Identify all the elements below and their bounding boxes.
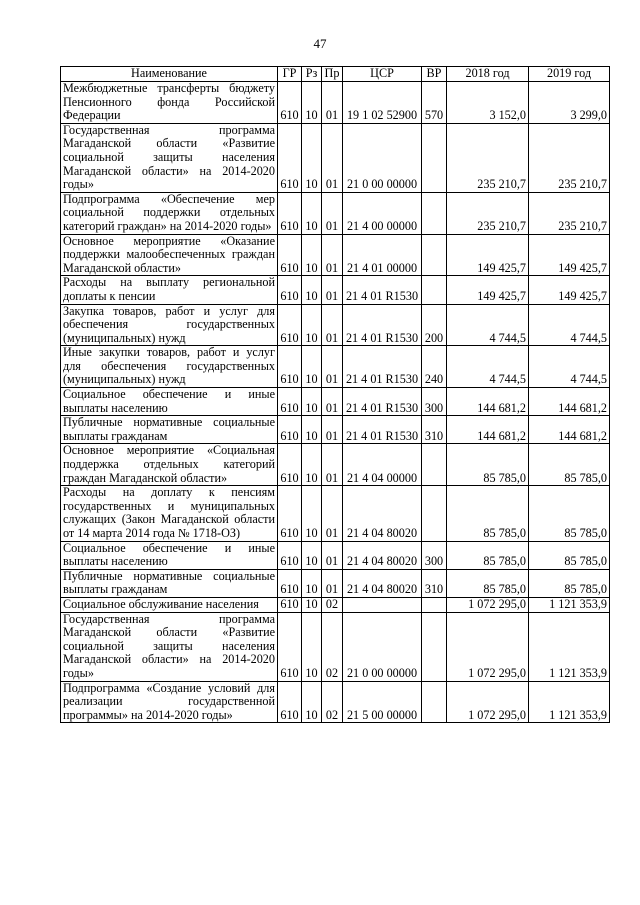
cell-y2018: 235 210,7: [447, 192, 529, 234]
cell-rz: 10: [302, 612, 322, 681]
cell-gr: 610: [278, 82, 302, 124]
cell-y2019: 1 121 353,9: [529, 597, 610, 612]
cell-csr: 21 4 00 00000: [343, 192, 422, 234]
cell-vr: 570: [422, 82, 447, 124]
cell-rz: 10: [302, 123, 322, 192]
cell-csr: 21 4 01 R1530: [343, 416, 422, 444]
cell-csr: 21 5 00 00000: [343, 681, 422, 723]
cell-rz: 10: [302, 276, 322, 304]
cell-vr: [422, 444, 447, 486]
table-row: [61, 82, 610, 124]
cell-y2019: 235 210,7: [529, 123, 610, 192]
header-row: [61, 67, 610, 82]
cell-gr: 610: [278, 346, 302, 388]
table-row: [61, 192, 610, 234]
cell-vr: 300: [422, 541, 447, 569]
cell-csr: 21 4 04 80020: [343, 541, 422, 569]
cell-pr: 01: [322, 192, 343, 234]
cell-rz: 10: [302, 597, 322, 612]
cell-pr: 01: [322, 486, 343, 541]
cell-pr: 01: [322, 388, 343, 416]
header-rz: Рз: [302, 67, 322, 82]
cell-y2018: 235 210,7: [447, 123, 529, 192]
cell-vr: [422, 597, 447, 612]
cell-vr: 310: [422, 416, 447, 444]
cell-vr: 300: [422, 388, 447, 416]
cell-gr: 610: [278, 276, 302, 304]
cell-vr: 200: [422, 304, 447, 346]
cell-rz: 10: [302, 82, 322, 124]
table-row: [61, 681, 610, 723]
cell-y2018: 3 152,0: [447, 82, 529, 124]
table-row: [61, 304, 610, 346]
cell-csr: 21 0 00 00000: [343, 612, 422, 681]
cell-y2018: 85 785,0: [447, 569, 529, 597]
cell-y2018: 144 681,2: [447, 416, 529, 444]
page-number: 47: [313, 36, 327, 51]
cell-csr: 19 1 02 52900: [343, 82, 422, 124]
cell-csr: 21 4 01 R1530: [343, 346, 422, 388]
cell-y2018: 85 785,0: [447, 444, 529, 486]
cell-y2019: 235 210,7: [529, 192, 610, 234]
cell-y2019: 1 121 353,9: [529, 681, 610, 723]
cell-pr: 01: [322, 569, 343, 597]
cell-y2019: 85 785,0: [529, 541, 610, 569]
header-csr: ЦСР: [343, 67, 422, 82]
cell-vr: [422, 234, 447, 276]
cell-y2019: 149 425,7: [529, 276, 610, 304]
cell-gr: 610: [278, 569, 302, 597]
cell-y2018: 1 072 295,0: [447, 597, 529, 612]
cell-gr: 610: [278, 234, 302, 276]
cell-name: Социальное обслуживание населения: [61, 597, 278, 612]
cell-csr: [343, 597, 422, 612]
cell-vr: [422, 612, 447, 681]
cell-pr: 02: [322, 681, 343, 723]
cell-gr: 610: [278, 541, 302, 569]
cell-csr: 21 4 04 80020: [343, 486, 422, 541]
cell-vr: 240: [422, 346, 447, 388]
cell-name: Основное мероприятие «Социальная поддержка отдельных категорий граждан Магаданской области»: [61, 444, 278, 486]
cell-y2019: 1 121 353,9: [529, 612, 610, 681]
cell-pr: 01: [322, 444, 343, 486]
header-gr: ГР: [278, 67, 302, 82]
table-row: [61, 569, 610, 597]
cell-y2019: 149 425,7: [529, 234, 610, 276]
cell-vr: [422, 123, 447, 192]
cell-rz: 10: [302, 346, 322, 388]
cell-vr: [422, 681, 447, 723]
table-row: [61, 541, 610, 569]
cell-y2019: 85 785,0: [529, 444, 610, 486]
budget-table: [60, 66, 610, 723]
cell-pr: 01: [322, 541, 343, 569]
cell-name: Публичные нормативные социальные выплаты гражданам: [61, 569, 278, 597]
cell-y2019: 144 681,2: [529, 388, 610, 416]
cell-name: Подпрограмма «Создание условий для реализации государственной программы» на 2014-2020 годы»: [61, 681, 278, 723]
cell-csr: 21 4 01 R1530: [343, 276, 422, 304]
cell-vr: [422, 192, 447, 234]
cell-y2018: 1 072 295,0: [447, 612, 529, 681]
cell-y2018: 1 072 295,0: [447, 681, 529, 723]
cell-y2019: 3 299,0: [529, 82, 610, 124]
cell-rz: 10: [302, 569, 322, 597]
cell-y2019: 4 744,5: [529, 346, 610, 388]
cell-y2019: 85 785,0: [529, 569, 610, 597]
cell-y2019: 144 681,2: [529, 416, 610, 444]
cell-name: Социальное обеспечение и иные выплаты населению: [61, 541, 278, 569]
cell-y2019: 85 785,0: [529, 486, 610, 541]
cell-rz: 10: [302, 416, 322, 444]
cell-pr: 01: [322, 304, 343, 346]
table-row: [61, 276, 610, 304]
cell-rz: 10: [302, 681, 322, 723]
cell-gr: 610: [278, 612, 302, 681]
cell-csr: 21 4 01 R1530: [343, 388, 422, 416]
cell-name: Иные закупки товаров, работ и услуг для обеспечения государственных (муниципальных) нужд: [61, 346, 278, 388]
cell-gr: 610: [278, 681, 302, 723]
cell-vr: 310: [422, 569, 447, 597]
cell-gr: 610: [278, 486, 302, 541]
cell-rz: 10: [302, 234, 322, 276]
cell-gr: 610: [278, 597, 302, 612]
cell-csr: 21 4 01 00000: [343, 234, 422, 276]
cell-gr: 610: [278, 123, 302, 192]
cell-pr: 02: [322, 612, 343, 681]
table-row: [61, 597, 610, 612]
header-name: Наименование: [61, 67, 278, 82]
table-row: [61, 444, 610, 486]
cell-pr: 01: [322, 416, 343, 444]
cell-gr: 610: [278, 304, 302, 346]
header-vr: ВР: [422, 67, 447, 82]
cell-gr: 610: [278, 416, 302, 444]
header-2019: 2019 год: [529, 67, 610, 82]
cell-csr: 21 4 04 80020: [343, 569, 422, 597]
cell-y2018: 4 744,5: [447, 304, 529, 346]
cell-pr: 01: [322, 82, 343, 124]
cell-vr: [422, 486, 447, 541]
cell-gr: 610: [278, 192, 302, 234]
cell-name: Государственная программа Магаданской области «Развитие социальной защиты населения Магаданской области» на 2014-2020 годы»: [61, 123, 278, 192]
cell-name: Публичные нормативные социальные выплаты гражданам: [61, 416, 278, 444]
cell-y2019: 4 744,5: [529, 304, 610, 346]
table-body: [61, 82, 610, 723]
cell-name: Социальное обеспечение и иные выплаты населению: [61, 388, 278, 416]
cell-name: Межбюджетные трансферты бюджету Пенсионного фонда Российской Федерации: [61, 82, 278, 124]
table-row: [61, 486, 610, 541]
header-pr: Пр: [322, 67, 343, 82]
cell-gr: 610: [278, 388, 302, 416]
cell-pr: 02: [322, 597, 343, 612]
cell-vr: [422, 276, 447, 304]
table-row: [61, 416, 610, 444]
cell-name: Подпрограмма «Обеспечение мер социальной поддержки отдельных категорий граждан» на 2014-2020 годы»: [61, 192, 278, 234]
table-row: [61, 612, 610, 681]
cell-rz: 10: [302, 444, 322, 486]
cell-name: Основное мероприятие «Оказание поддержки малообеспеченных граждан Магаданской области»: [61, 234, 278, 276]
cell-rz: 10: [302, 541, 322, 569]
cell-name: Расходы на выплату региональной доплаты к пенсии: [61, 276, 278, 304]
cell-csr: 21 4 04 00000: [343, 444, 422, 486]
cell-y2018: 149 425,7: [447, 276, 529, 304]
cell-y2018: 144 681,2: [447, 388, 529, 416]
cell-y2018: 4 744,5: [447, 346, 529, 388]
cell-csr: 21 0 00 00000: [343, 123, 422, 192]
cell-name: Расходы на доплату к пенсиям государственных и муниципальных служащих (Закон Магаданской области от 14 марта 2014 года № 1718-ОЗ): [61, 486, 278, 541]
cell-y2018: 85 785,0: [447, 541, 529, 569]
cell-pr: 01: [322, 276, 343, 304]
cell-y2018: 85 785,0: [447, 486, 529, 541]
cell-pr: 01: [322, 123, 343, 192]
cell-rz: 10: [302, 304, 322, 346]
header-2018: 2018 год: [447, 67, 529, 82]
cell-gr: 610: [278, 444, 302, 486]
cell-rz: 10: [302, 388, 322, 416]
table-row: [61, 234, 610, 276]
cell-name: Государственная программа Магаданской области «Развитие социальной защиты населения Магаданской области» на 2014-2020 годы»: [61, 612, 278, 681]
cell-pr: 01: [322, 234, 343, 276]
table-row: [61, 346, 610, 388]
cell-y2018: 149 425,7: [447, 234, 529, 276]
table-row: [61, 123, 610, 192]
cell-rz: 10: [302, 486, 322, 541]
cell-pr: 01: [322, 346, 343, 388]
cell-name: Закупка товаров, работ и услуг для обеспечения государственных (муниципальных) нужд: [61, 304, 278, 346]
cell-csr: 21 4 01 R1530: [343, 304, 422, 346]
table-row: [61, 388, 610, 416]
cell-rz: 10: [302, 192, 322, 234]
